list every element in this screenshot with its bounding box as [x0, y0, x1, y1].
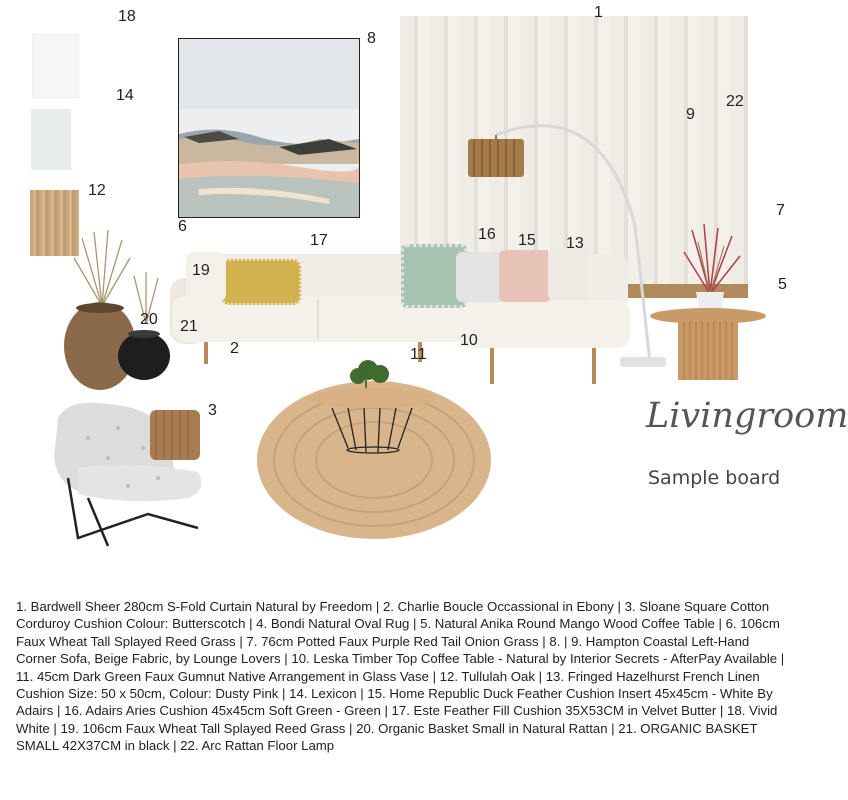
boucle-armchair — [48, 398, 218, 550]
marker-14: 14 — [116, 87, 134, 104]
cushion-white-insert — [456, 252, 504, 302]
baskets-with-grass — [50, 228, 180, 398]
marker-21: 21 — [180, 318, 198, 335]
marker-2: 2 — [230, 340, 239, 357]
marker-13: 13 — [566, 235, 584, 252]
timber-coffee-table — [308, 352, 438, 456]
marker-1-top: 1 — [594, 4, 603, 21]
marker-11: 11 — [410, 346, 427, 363]
swatch-vivid-white — [32, 34, 79, 98]
marker-5: 5 — [778, 276, 787, 293]
board-title: Livingroom — [646, 396, 848, 436]
marker-19: 19 — [192, 262, 210, 279]
marker-9: 9 — [686, 106, 695, 123]
marker-22: 22 — [726, 93, 744, 110]
cushion-dusty-pink — [499, 250, 551, 302]
marker-10: 10 — [460, 332, 478, 349]
marker-3: 3 — [208, 402, 217, 419]
product-list-caption: 1. Bardwell Sheer 280cm S-Fold Curtain Natural by Freedom | 2. Charlie Boucle Occassional in Ebony | 3. Sloane Square Cotton Corduroy Cushion Colour: Butterscotch | 4. Bondi Natural Oval Rug | 5. Natural Anika Round Mango Wood Coffee Table | 6. 106cm Faux Wheat Tall Splayed Reed Grass | 7. 76cm Potted Faux Purple Red Tail Onion Grass | 8. | 9. Hampton Coastal Left-Hand Corner Sofa, Beige Fabric, by Lounge Lovers | 10. Leska Timber Top Coffee Table - Natural by Interior Secrets - AfterPay Available | 11. 45cm Dark Green Faux Gumnut Native Arrangement in Glass Vase | 12. Tullulah Oak | 13. Fringed Hazelhurst French Linen Cushion Size: 50 x 50cm, Colour: Dusty Pink | 14. Lexicon | 15. Home Republic Duck Feather Cushion Insert 45x45cm - White By Adairs | 16. Adairs Aries Cushion 45x45cm Soft Green - Green | 17. Este Feather Fill Cushion 35X53CM in Velvet Butter | 18. Vivid White | 19. 106cm Faux Wheat Tall Splayed Reed Grass | 20. Organic Basket Small in Natural Rattan | 21. ORGANIC BASKET SMALL 42X37CM in black | 22. Arc Rattan Floor Lamp — [16, 599, 785, 754]
marker-17: 17 — [310, 232, 328, 249]
marker-8: 8 — [367, 30, 376, 47]
marker-16: 16 — [478, 226, 496, 243]
marker-6: 6 — [178, 218, 187, 235]
marker-7: 7 — [776, 202, 785, 219]
marker-20: 20 — [140, 311, 158, 328]
swatch-lexicon — [31, 109, 71, 170]
artwork-image — [179, 39, 359, 217]
round-mango-side-table — [648, 222, 768, 384]
cushion-linen — [548, 248, 588, 300]
marker-15: 15 — [518, 232, 536, 249]
cushion-velvet-butter — [221, 259, 301, 305]
marker-12: 12 — [88, 182, 106, 199]
coastal-artwork — [178, 38, 360, 218]
board-subtitle: Sample board — [648, 467, 781, 489]
marker-18: 18 — [118, 8, 136, 25]
